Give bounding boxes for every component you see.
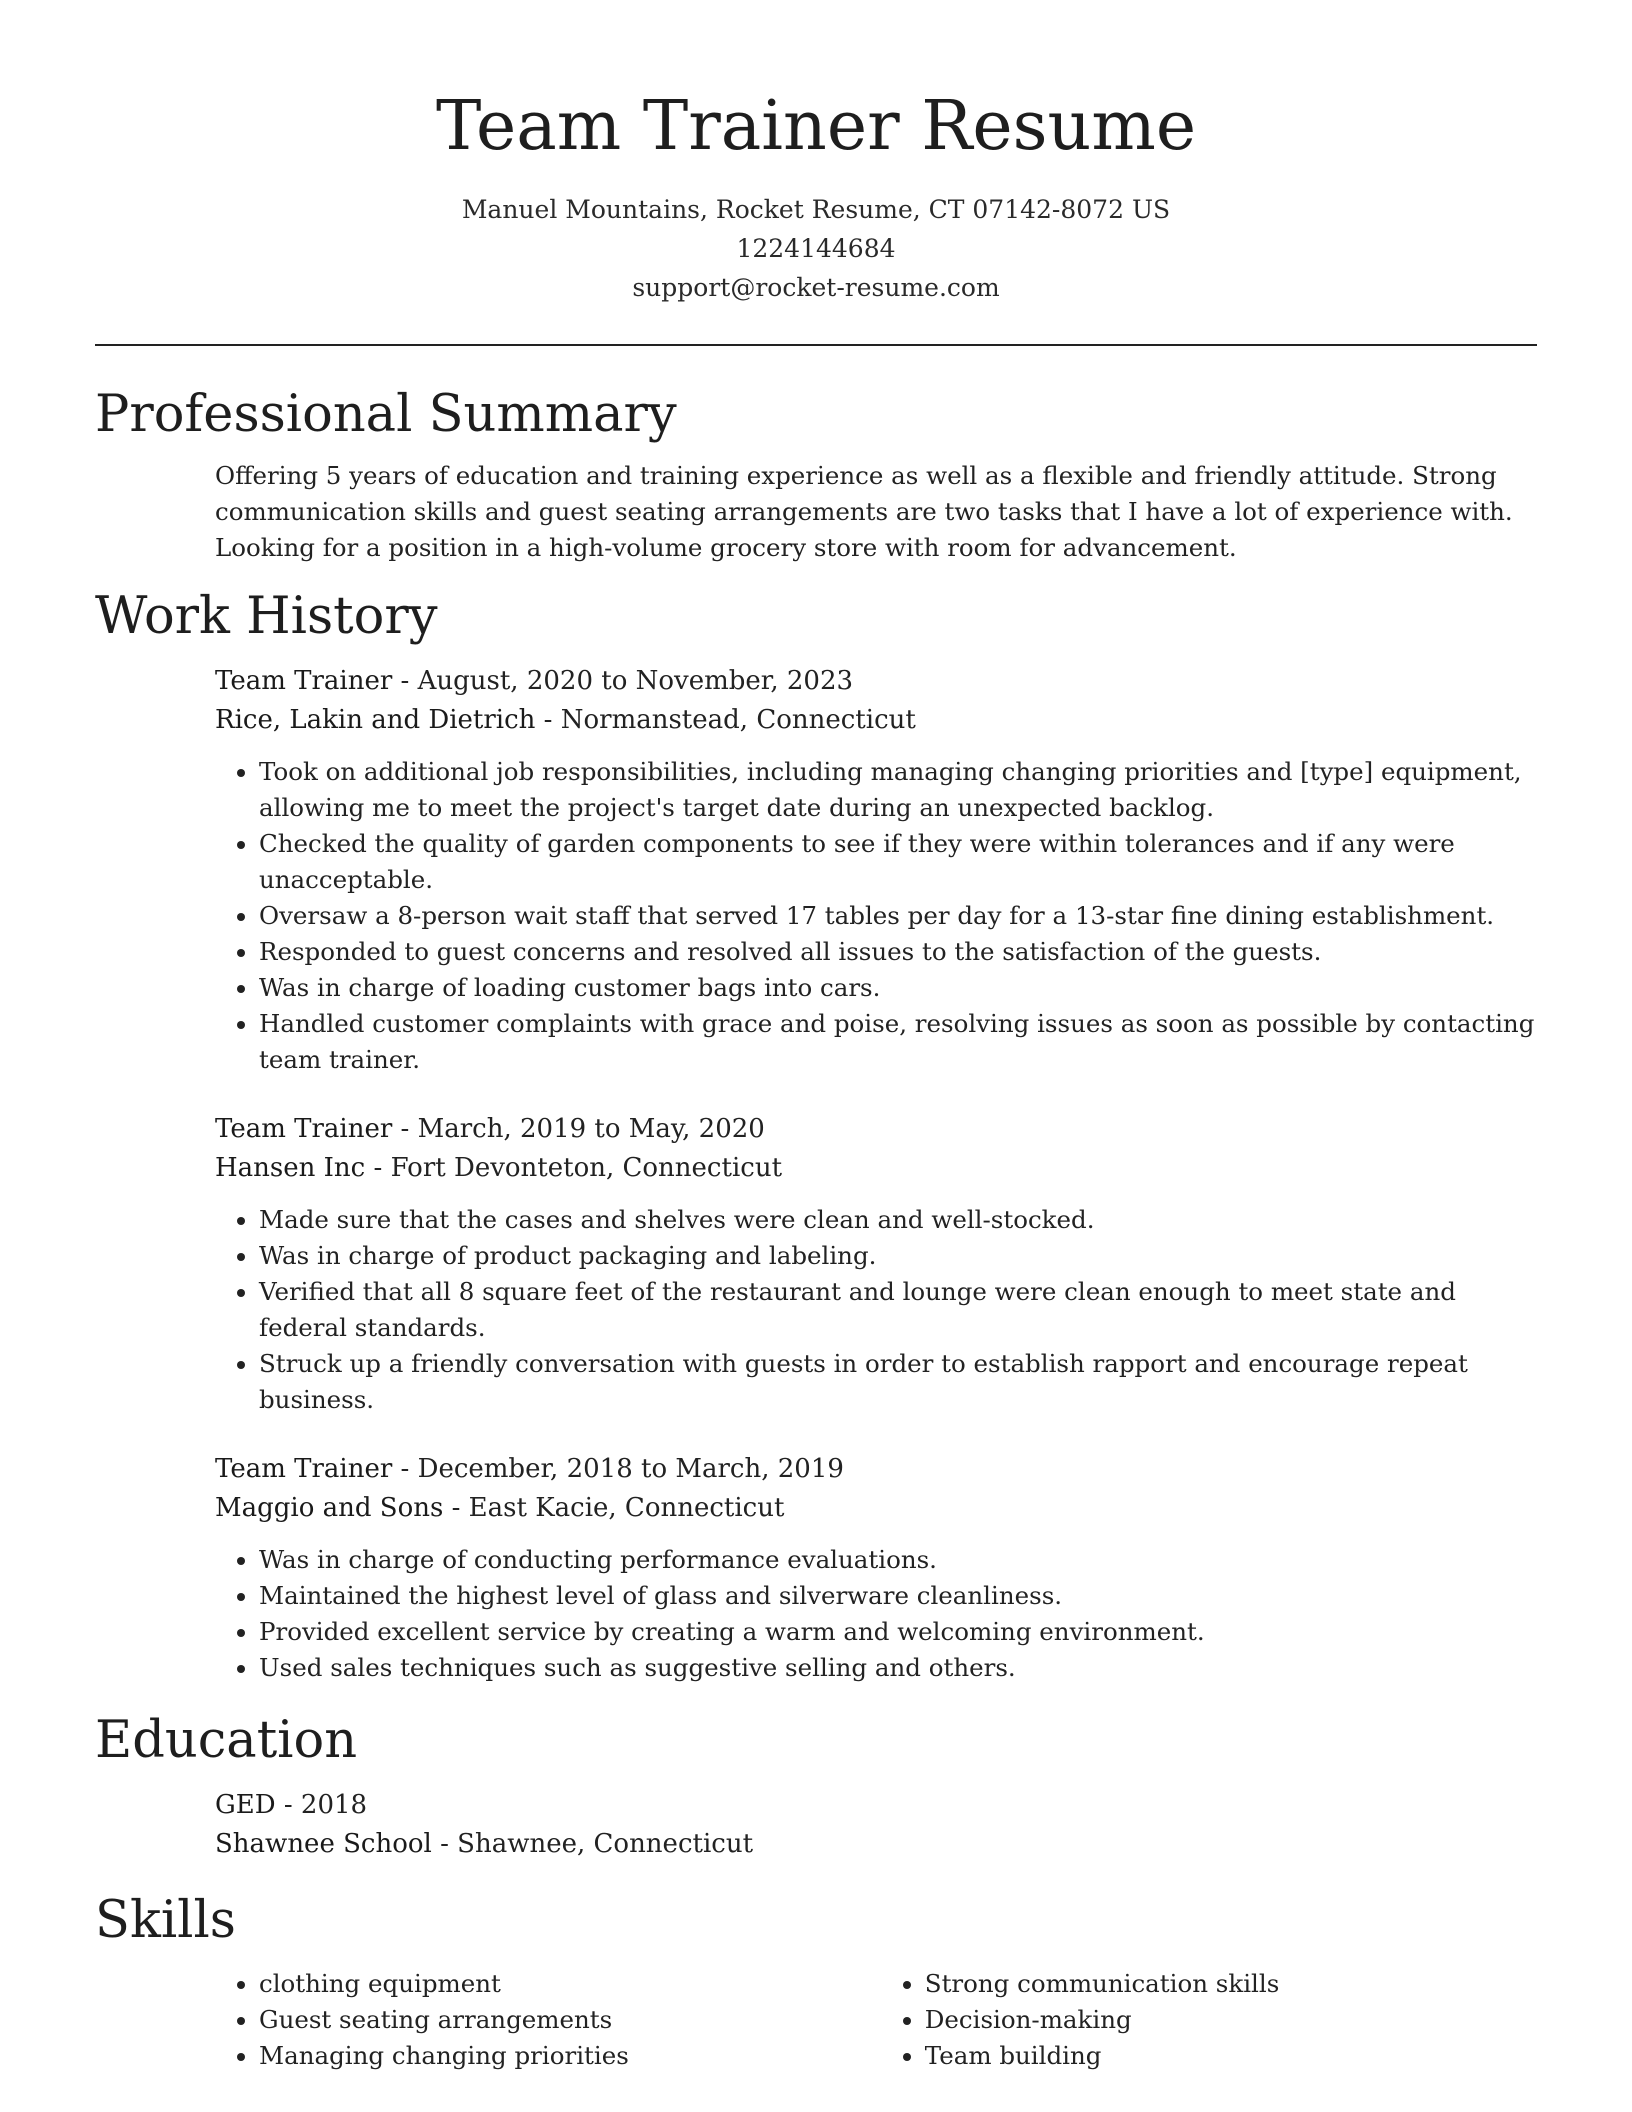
- job-title-line: [215, 1110, 1537, 1149]
- job-bullet: • Checked the quality of garden components to see if they were within tolerances and if any were unacceptable.: [259, 826, 1537, 898]
- resume-header: [95, 0, 1537, 307]
- job-bullet: • Was in charge of conducting performance evaluations.: [259, 1542, 1537, 1578]
- job-entry: [215, 1450, 1537, 1686]
- phone-text: 1224144684: [736, 234, 896, 263]
- job-bullet-list: [215, 1202, 1537, 1418]
- job-bullet: • Made sure that the cases and shelves were clean and well-stocked.: [259, 1202, 1537, 1238]
- summary-section: [95, 384, 1537, 566]
- work-history-section: [95, 586, 1537, 1686]
- job-bullet: • Oversaw a 8-person wait staff that served 17 tables per day for a 13-star fine dining establishment.: [259, 898, 1537, 934]
- job-bullet: • Was in charge of loading customer bags into cars.: [259, 970, 1537, 1006]
- skill-item: • Guest seating arrangements: [259, 2002, 881, 2038]
- school-line: [215, 1825, 1537, 1864]
- degree-year: - 2018: [275, 1790, 368, 1820]
- skills-grid: [215, 1966, 1537, 2074]
- header-divider: [95, 344, 1537, 346]
- job-location: - Fort Devonteton, Connecticut: [365, 1153, 783, 1183]
- education-entry: [215, 1786, 1537, 1864]
- job-title-line: [215, 1450, 1537, 1489]
- degree: GED: [215, 1790, 276, 1820]
- job-bullet: • Struck up a friendly conversation with guests in order to establish rapport and encourage repeat business.: [259, 1346, 1537, 1418]
- skill-item: • clothing equipment: [259, 1966, 881, 2002]
- page-title: Team Trainer Resume: [435, 87, 1197, 166]
- job-dates: - December, 2018 to March, 2019: [392, 1454, 844, 1484]
- degree-line: [215, 1786, 1537, 1825]
- contact-info: [95, 190, 1537, 307]
- work-history-heading: Work History: [95, 587, 438, 646]
- job-bullet: • Responded to guest concerns and resolved all issues to the satisfaction of the guests.: [259, 934, 1537, 970]
- job-dates: - March, 2019 to May, 2020: [392, 1114, 765, 1144]
- job-entry: [215, 662, 1537, 1078]
- skill-item: • Strong communication skills: [925, 1966, 1537, 2002]
- job-company-line: [215, 1149, 1537, 1188]
- job-company: Maggio and Sons: [215, 1493, 444, 1523]
- education-section: [95, 1710, 1537, 1864]
- job-dates: - August, 2020 to November, 2023: [392, 666, 854, 696]
- job-bullet-list: [215, 754, 1537, 1078]
- job-bullet: • Used sales techniques such as suggestive selling and others.: [259, 1650, 1537, 1686]
- school-location: - Shawnee, Connecticut: [431, 1829, 754, 1859]
- job-title: Team Trainer: [215, 1454, 393, 1484]
- job-bullet: • Provided excellent service by creating a warm and welcoming environment.: [259, 1614, 1537, 1650]
- skills-column-right: [881, 1966, 1537, 2074]
- job-company: Rice, Lakin and Dietrich: [215, 705, 536, 735]
- job-bullet: • Was in charge of product packaging and labeling.: [259, 1238, 1537, 1274]
- job-bullet: • Verified that all 8 square feet of the restaurant and lounge were clean enough to meet state and federal standards.: [259, 1274, 1537, 1346]
- job-bullet-list: [215, 1542, 1537, 1686]
- job-bullet: • Handled customer complaints with grace and poise, resolving issues as soon as possible by contacting team trainer.: [259, 1006, 1537, 1078]
- skill-item: • Team building: [925, 2038, 1537, 2074]
- summary-heading: Professional Summary: [95, 385, 677, 444]
- job-company-line: [215, 701, 1537, 740]
- address-text: Manuel Mountains, Rocket Resume, CT 07142-8072 US: [461, 195, 1171, 224]
- job-title: Team Trainer: [215, 666, 393, 696]
- skills-heading: Skills: [95, 1891, 236, 1950]
- email-text: support@rocket-resume.com: [632, 273, 1000, 302]
- skills-column-left: [215, 1966, 881, 2074]
- education-heading: Education: [95, 1711, 358, 1770]
- job-location: - Normanstead, Connecticut: [535, 705, 916, 735]
- skill-item: • Decision-making: [925, 2002, 1537, 2038]
- job-title-line: [215, 662, 1537, 701]
- skills-section: [95, 1890, 1537, 2074]
- job-location: - East Kacie, Connecticut: [443, 1493, 785, 1523]
- job-bullet: • Maintained the highest level of glass and silverware cleanliness.: [259, 1578, 1537, 1614]
- job-entry: [215, 1110, 1537, 1418]
- skill-item: • Managing changing priorities: [259, 2038, 881, 2074]
- job-bullet: • Took on additional job responsibilities, including managing changing priorities and [type] equipment, allowing me to meet the project's target date during an unexpected backlog.: [259, 754, 1537, 826]
- job-company-line: [215, 1489, 1537, 1528]
- school-name: Shawnee School: [215, 1829, 432, 1859]
- summary-text: Offering 5 years of education and training experience as well as a flexible and friendly attitude. Strong communication skills and guest seating arrangements are two tasks that I have a lot of experience with. Looking for a position in a high-volume grocery store with room for advancement.: [215, 461, 1513, 562]
- job-title: Team Trainer: [215, 1114, 393, 1144]
- job-company: Hansen Inc: [215, 1153, 366, 1183]
